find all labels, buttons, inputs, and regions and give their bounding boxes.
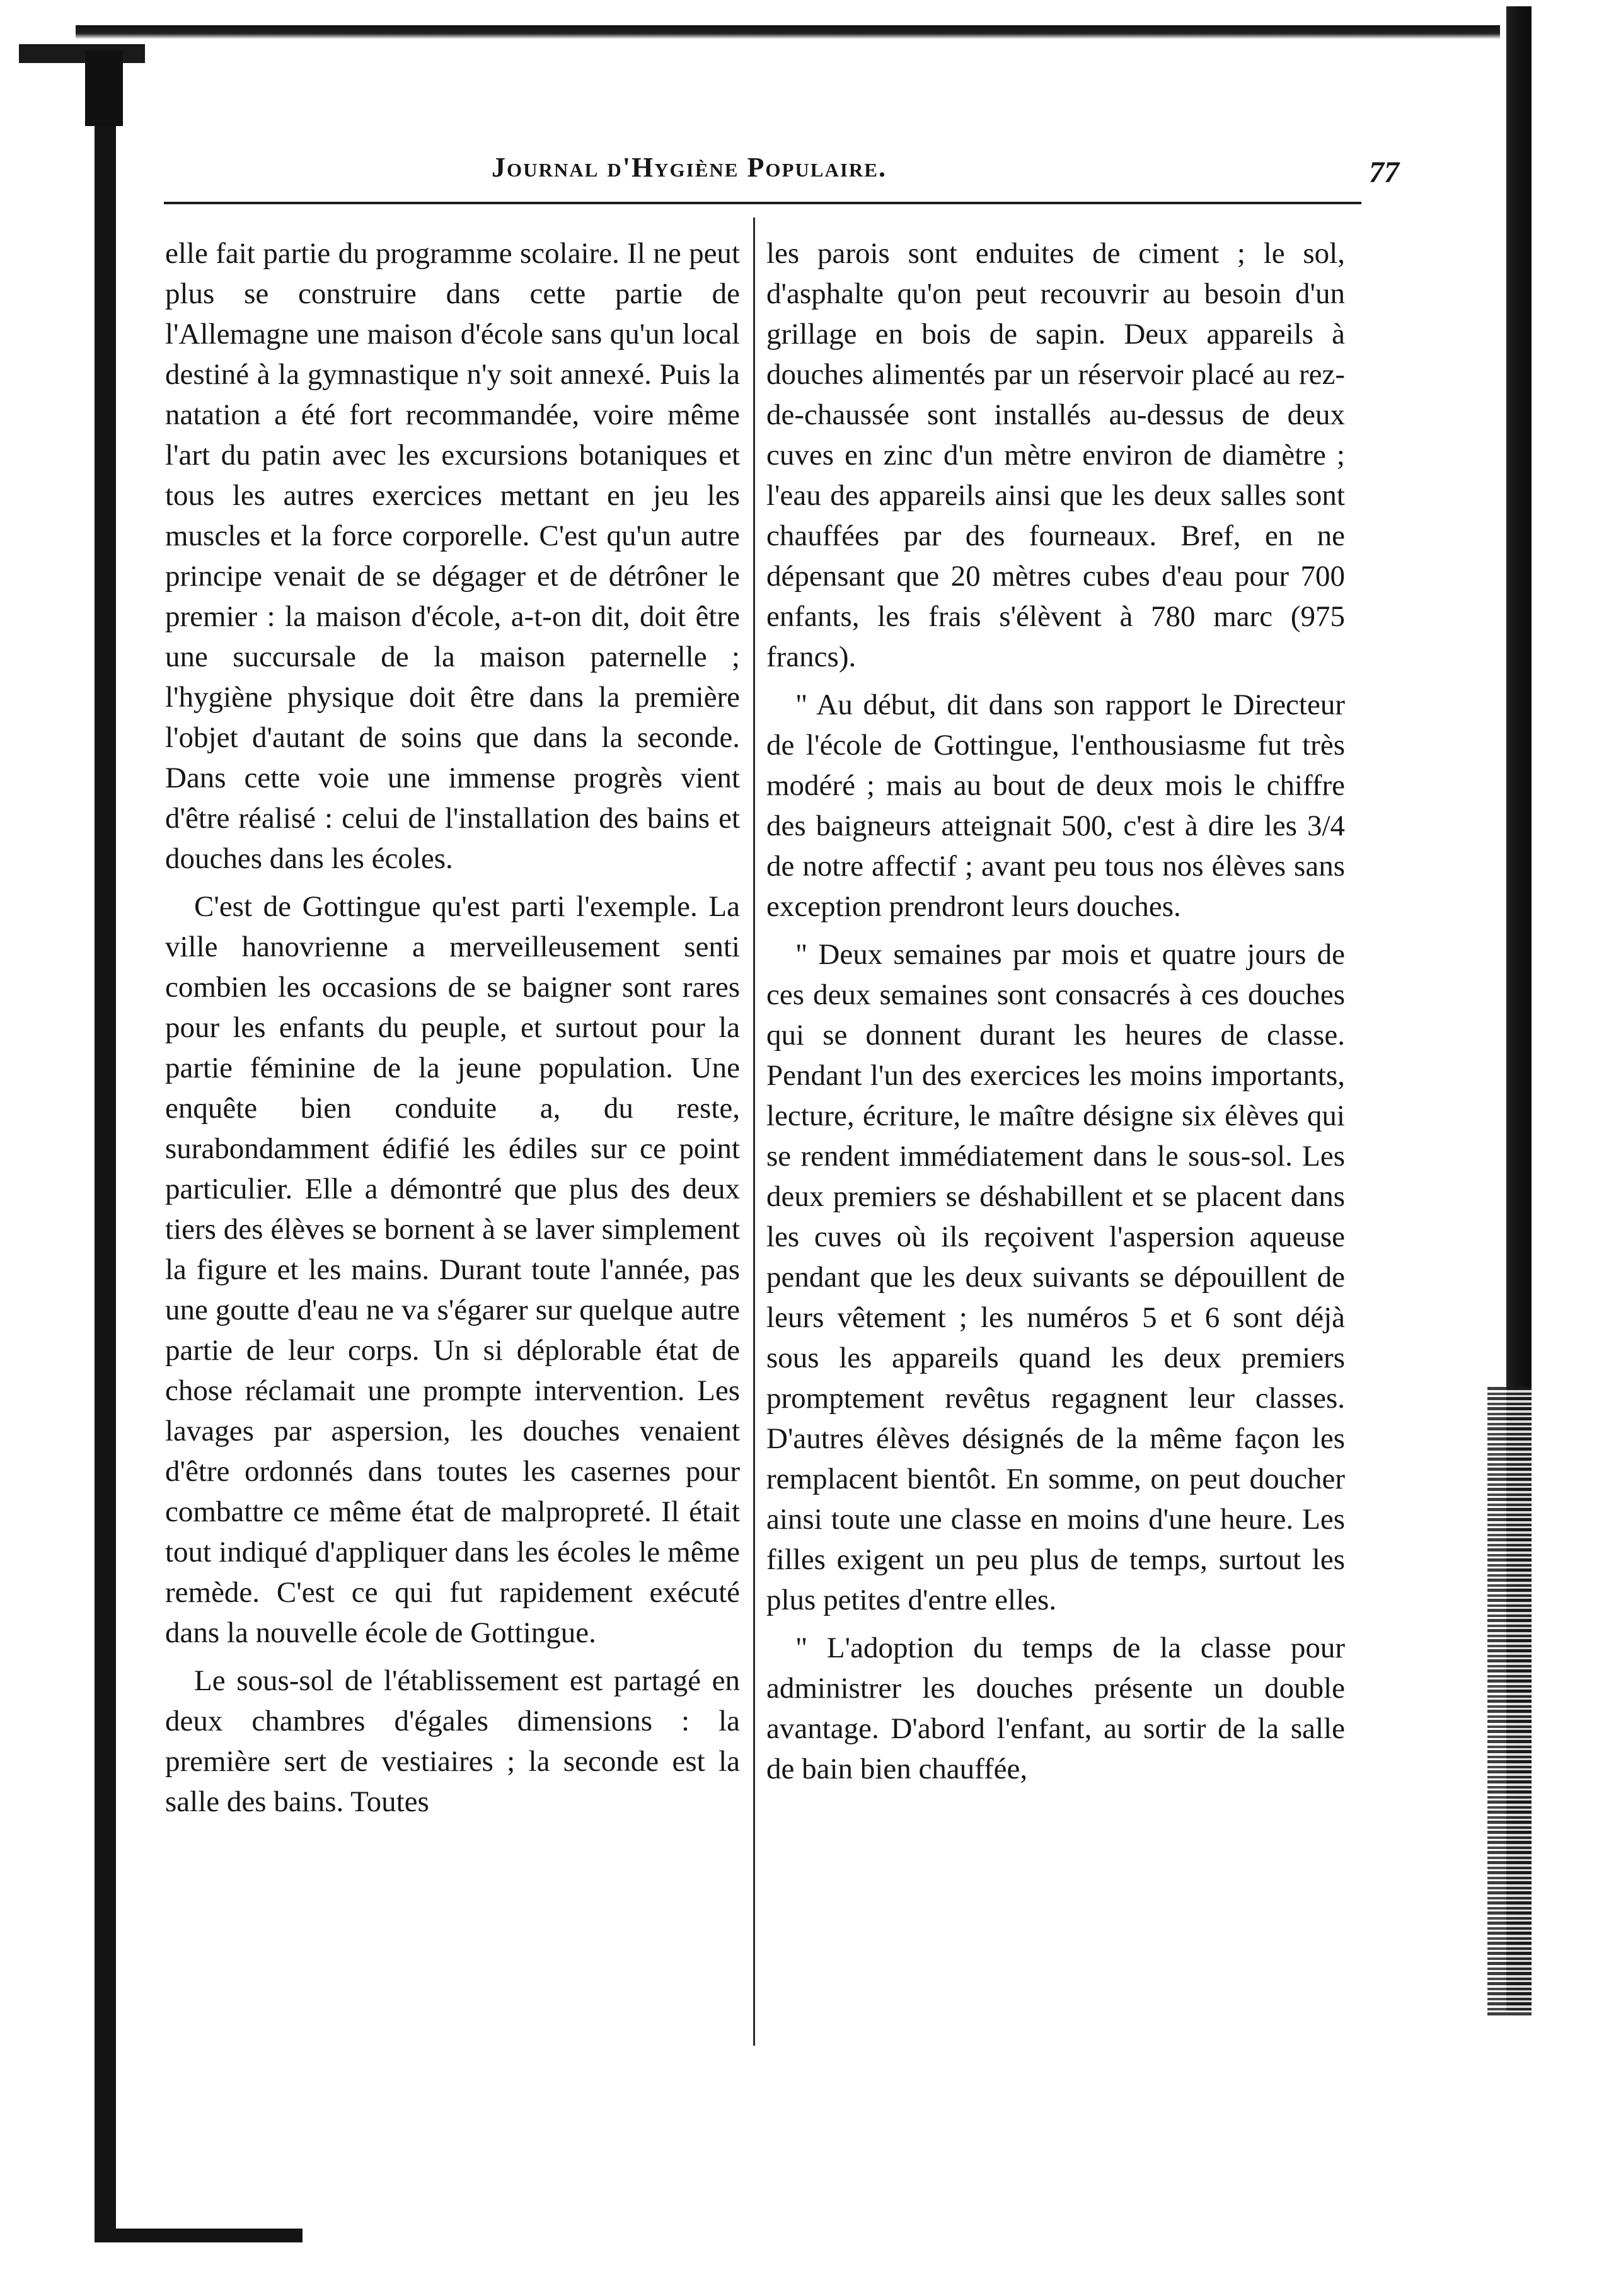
scan-edge-bottom <box>95 2229 303 2242</box>
paragraph: Le sous-sol de l'établissement est partagé en deux chambres d'égales dimensions : la première sert de vestiaires ; la seconde est la salle des bains. Toutes <box>165 1664 740 1818</box>
column-divider <box>753 217 755 2046</box>
right-column <box>766 233 1345 1797</box>
left-column <box>165 233 740 1829</box>
paragraph: " Au début, dit dans son rapport le Directeur de l'école de Gottingue, l'enthousiasme fut très modéré ; mais au bout de deux mois le chiffre des baigneurs atteignait 500, c'est à dire les 3/4 de notre affectif ; avant peu tous nos élèves sans exception prendront leurs douches. <box>766 688 1345 923</box>
scan-edge-left <box>95 50 116 2238</box>
scan-edge-top <box>76 25 1500 39</box>
page-header <box>151 151 1399 195</box>
paragraph: " Deux semaines par mois et quatre jours de ces deux semaines sont consacrés à ces douches qui se donnent durant les heures de classe. Pendant l'un des exercices les moins importants, lecture, écriture, le maître désigne six élèves qui se rendent immédiatement dans le sous-sol. Les deux premiers se déshabillent et se placent dans les cuves où ils reçoivent l'aspersion aqueuse pendant que les deux suivants se dépouillent de leurs vêtement ; les numéros 5 et 6 sont déjà sous les appareils quand les deux premiers promptement revêtus regagnent leur classes. D'autres élèves désignés de la même façon les remplacent bientôt. En somme, on peut doucher ainsi toute une classe en moins d'une heure. Les filles exigent un peu plus de temps, surtout les plus petites d'entre elles. <box>766 938 1345 1616</box>
scan-edge-left-notch <box>85 50 123 126</box>
paragraph: elle fait partie du programme scolaire. Il ne peut plus se construire dans cette partie de l'Allemagne une maison d'école sans qu'un local destiné à la gymnastique n'y soit annexé. Puis la natation a été fort recommandée, voire même l'art du patin avec les excursions botaniques et tous les autres exercices mettant en jeu les muscles et la force corporelle. C'est qu'un autre principe venait de se dégager et de détrôner le premier : la maison d'école, a-t-on dit, doit être une succursale de la maison paternelle ; l'hygiène physique doit être dans la première l'objet d'autant de soins que dans la seconde. Dans cette voie une immense progrès vient d'être réalisé : celui de l'installation des bains et douches dans les écoles. <box>165 237 740 875</box>
scan-edge-right-fray <box>1487 1387 1532 2017</box>
journal-title: Journal d'Hygiène Populaire. <box>492 152 887 183</box>
scan-edge-top-left <box>19 44 145 63</box>
paragraph: les parois sont enduites de ciment ; le sol, d'asphalte qu'on peut recouvrir au besoin d'un grillage en bois de sapin. Deux appareils à douches alimentés par un réservoir placé au rez-de-chaussée sont installés au-dessus de deux cuves en zinc d'un mètre environ de diamètre ; l'eau des appareils ainsi que les deux salles sont chauffées par des fourneaux. Bref, en ne dépensant que 20 mètres cubes d'eau pour 700 enfants, les frais s'élèvent à 780 marc (975 francs). <box>766 237 1345 673</box>
header-rule <box>164 202 1361 204</box>
page-number: 77 <box>1369 156 1399 189</box>
paragraph: C'est de Gottingue qu'est parti l'exemple. La ville hanovrienne a merveilleusement senti combien les occasions de se baigner sont rares pour les enfants du peuple, et surtout pour la partie féminine de la jeune population. Une enquête bien conduite a, du reste, surabondamment édifié les édiles sur ce point particulier. Elle a démontré que plus des deux tiers des élèves se bornent à se laver simplement la figure et les mains. Durant toute l'année, pas une goutte d'eau ne va s'égarer sur quelque autre partie de leur corps. Un si déplorable état de chose réclamait une prompte intervention. Les lavages par aspersion, les douches venaient d'être ordonnés dans toutes les casernes pour combattre ce même état de malpropreté. Il était tout indiqué d'appliquer dans les écoles le même remède. C'est ce qui fut rapidement exécuté dans la nouvelle école de Gottingue. <box>165 890 740 1649</box>
paragraph: " L'adoption du temps de la classe pour administrer les douches présente un double avantage. D'abord l'enfant, au sortir de la salle de bain bien chauffée, <box>766 1632 1345 1785</box>
